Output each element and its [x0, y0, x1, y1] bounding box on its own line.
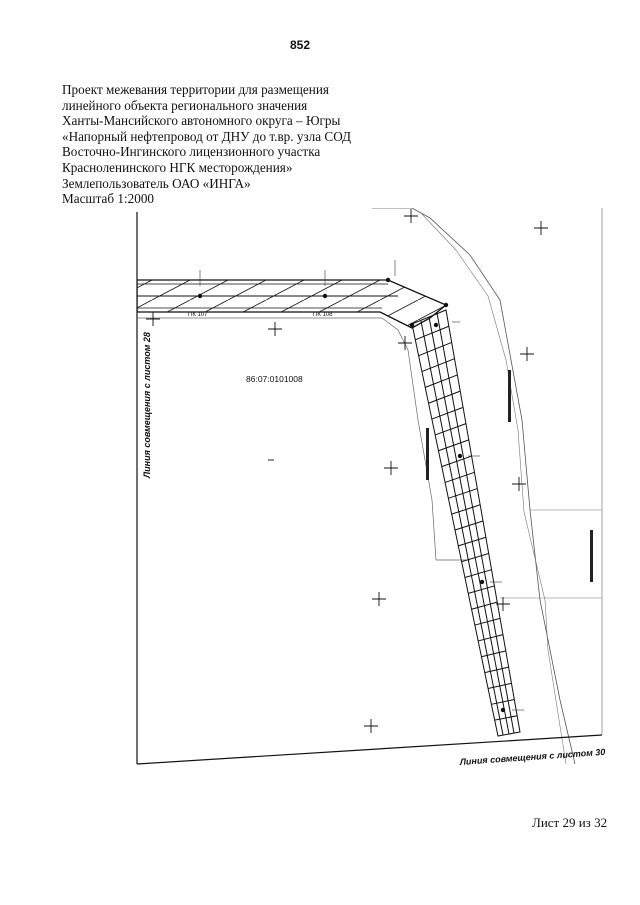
allotment-boundary-inner [137, 318, 470, 560]
joint-line-left-label: Линия совмещения с листом 28 [142, 332, 152, 478]
grid-rung [422, 359, 455, 372]
allotment-boundary-outer-2 [420, 212, 566, 764]
grid-corridor [412, 310, 520, 736]
sheet-counter: Лист 29 из 32 [532, 815, 608, 830]
joint-line-bottom-label: Линия совмещения с листом 30 [459, 746, 606, 767]
grid-rung [445, 472, 474, 482]
page-number: 852 [290, 38, 311, 52]
picket-label: ПК 108 [313, 312, 333, 318]
title-line: Ханты-Мансийского автономного округа – Югры [62, 113, 341, 129]
title-line: «Напорный нефтепровод от ДНУ до т.вр. узла СОД [62, 128, 352, 144]
grid-rung [432, 407, 463, 419]
grid-rung [438, 440, 468, 451]
hatched-corridor [137, 280, 446, 328]
grid-rung [465, 570, 492, 578]
grid-rung [452, 505, 480, 514]
grid-rung [435, 424, 466, 435]
point-labels [200, 260, 524, 710]
grid-rung [415, 326, 449, 340]
title-line: линейного объекта регионального значения [62, 97, 308, 113]
title-line: Восточно-Ингинского лицензионного участка [62, 144, 321, 160]
parcel-marker [426, 428, 429, 480]
parcel-marker [508, 370, 511, 422]
scale-label: Масштаб 1:2000 [62, 191, 155, 207]
picket-label: ПК 107 [188, 312, 208, 318]
grid-rung [462, 553, 489, 561]
title-line: Красноленинского НГК месторождения» [62, 159, 293, 175]
grid-rung [455, 521, 483, 530]
grid-rung [419, 342, 452, 355]
grid-rung [458, 537, 486, 546]
grid-rung [442, 456, 472, 467]
grid-rung [429, 391, 461, 403]
title-line: Проект межевания территории для размещения [62, 82, 329, 97]
parcel-marker [590, 530, 593, 582]
grid-rung [425, 375, 457, 387]
cadastral-block-label: 86:07:0101008 [246, 374, 303, 384]
land-user: Землепользователь ОАО «ИНГА» [62, 175, 251, 191]
grid-rung [448, 489, 477, 499]
